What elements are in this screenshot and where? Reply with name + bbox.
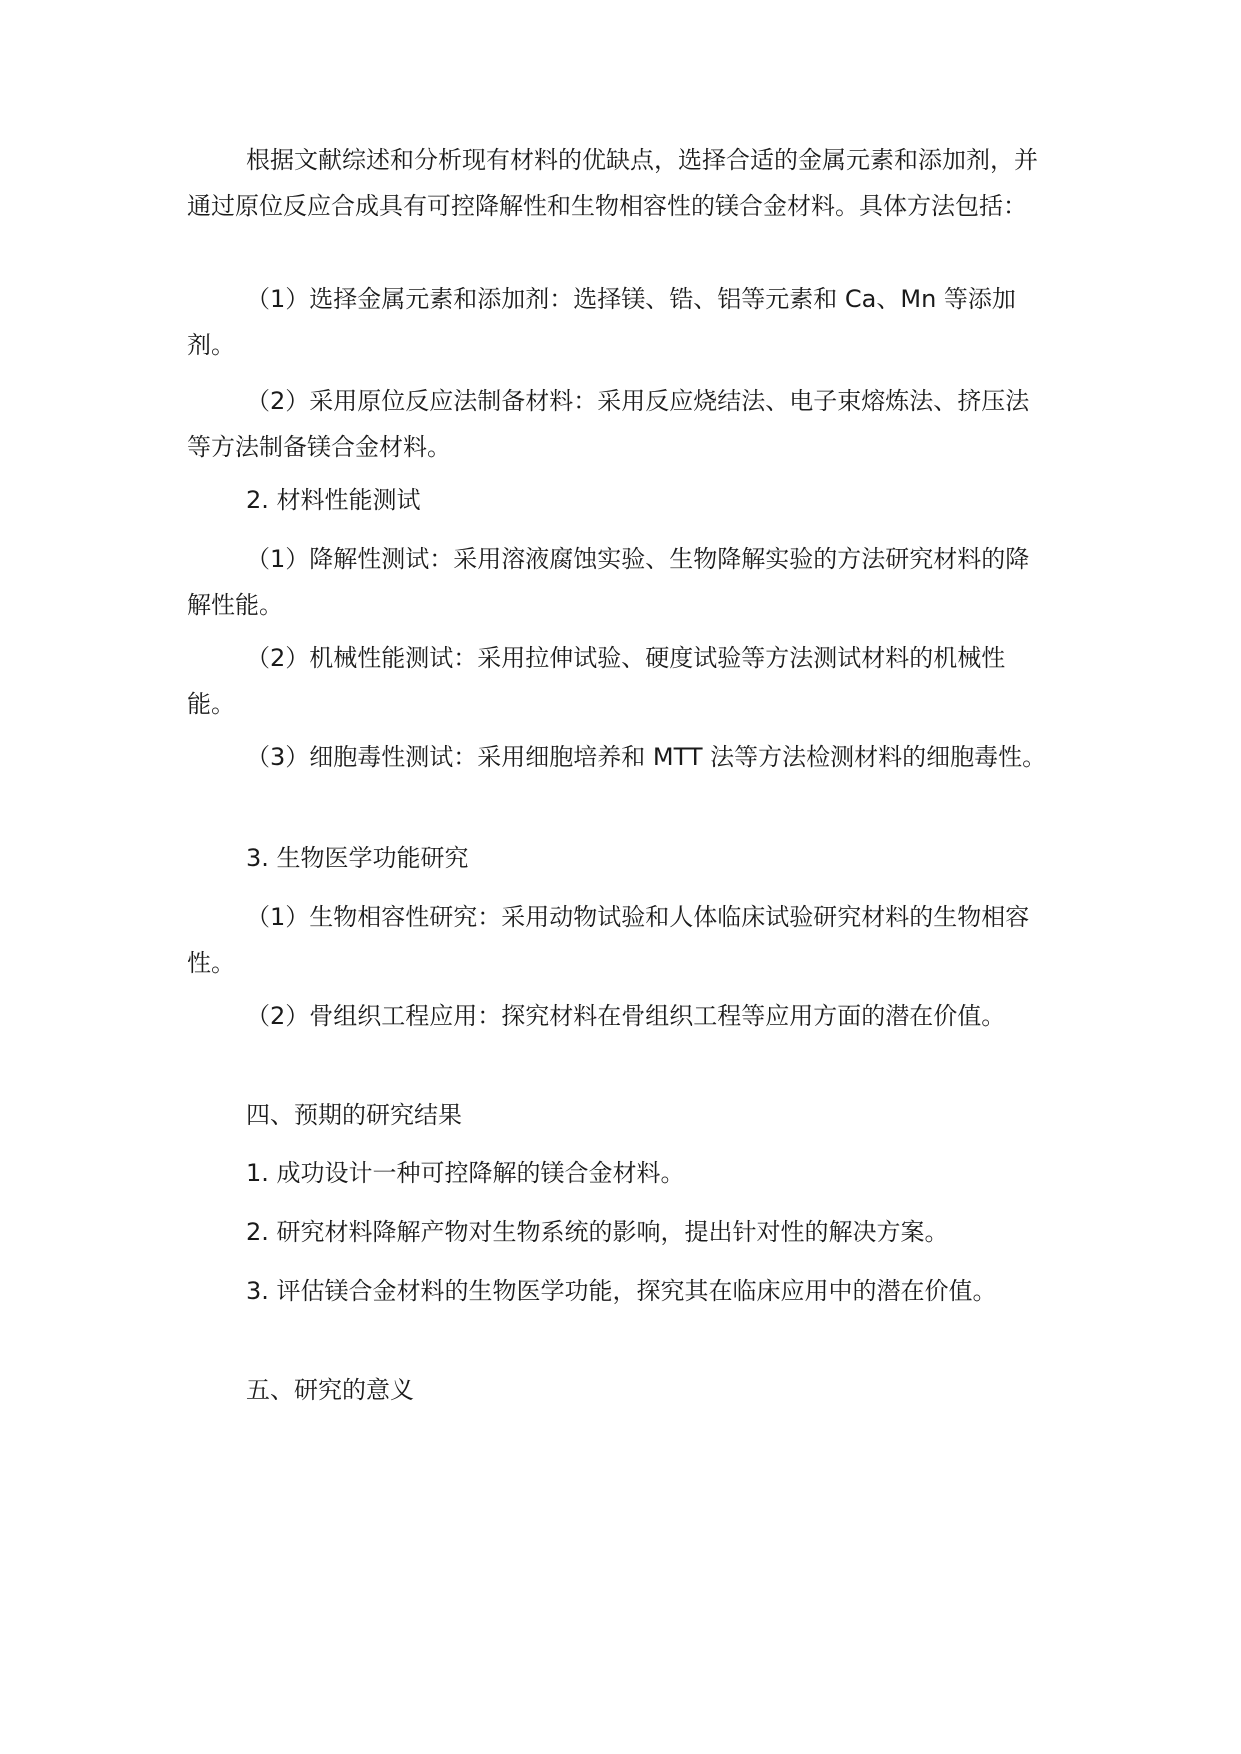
paragraph-bone-tissue: （2）骨组织工程应用：探究材料在骨组织工程等应用方面的潜在价值。 xyxy=(246,1002,1006,1030)
heading-expected-results: 四、预期的研究结果 xyxy=(246,1101,462,1129)
paragraph-degradation-test: （1）降解性测试：采用溶液腐蚀实验、生物降解实验的方法研究材料的降解性能。 xyxy=(187,545,1030,619)
paragraph-mechanical-test: （2）机械性能测试：采用拉伸试验、硬度试验等方法测试材料的机械性能。 xyxy=(187,644,1006,718)
heading-material-testing: 2. 材料性能测试 xyxy=(246,486,421,514)
paragraph-in-situ-reaction: （2）采用原位反应法制备材料：采用反应烧结法、电子束熔炼法、挤压法等方法制备镁合金材料。 xyxy=(187,387,1030,461)
heading-biomedical-research: 3. 生物医学功能研究 xyxy=(246,844,469,872)
result-item-3: 3. 评估镁合金材料的生物医学功能，探究其在临床应用中的潜在价值。 xyxy=(246,1277,997,1305)
heading-research-significance: 五、研究的意义 xyxy=(246,1376,414,1404)
paragraph-method-intro: 根据文献综述和分析现有材料的优缺点，选择合适的金属元素和添加剂，并通过原位反应合成具有可控降解性和生物相容性的镁合金材料。具体方法包括： xyxy=(187,146,1038,220)
paragraph-select-elements: （1）选择金属元素和添加剂：选择镁、锆、铝等元素和 Ca、Mn 等添加剂。 xyxy=(187,285,1016,359)
result-item-1: 1. 成功设计一种可控降解的镁合金材料。 xyxy=(246,1159,685,1187)
paragraph-biocompatibility: （1）生物相容性研究：采用动物试验和人体临床试验研究材料的生物相容性。 xyxy=(187,903,1030,977)
result-item-2: 2. 研究材料降解产物对生物系统的影响，提出针对性的解决方案。 xyxy=(246,1218,949,1246)
paragraph-cytotoxicity-test: （3）细胞毒性测试：采用细胞培养和 MTT 法等方法检测材料的细胞毒性。 xyxy=(246,743,1047,771)
